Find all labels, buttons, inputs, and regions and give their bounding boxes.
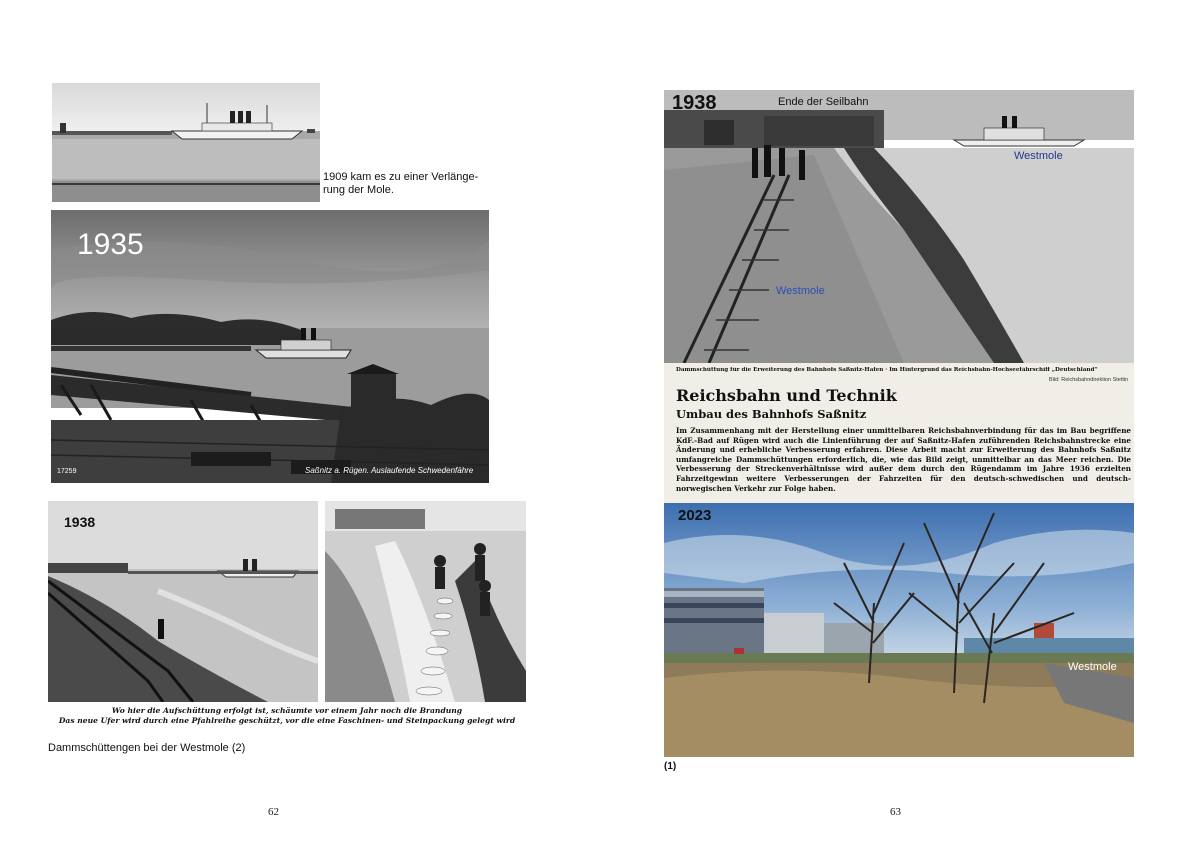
clipping-caption-line-2: Das neue Ufer wird durch eine Pfahlreihe geschützt, vor die eine Faschinen- und Steinpackung gelegt wird [58,716,516,725]
label-ende-der-seilbahn: Ende der Seilbahn [778,96,869,108]
photo-1909-ferry [52,83,320,202]
right-footnote: (1) [664,761,677,772]
photo-1938-dam-right [325,501,526,702]
page-number-right: 63 [890,806,901,818]
newspaper-clipping [664,363,1134,503]
clipping-headline: Reichsbahn und Technik [676,386,897,405]
label-westmole-water: Westmole [1014,150,1063,162]
photo-1935-postcard [51,210,489,483]
clipping-photo-credit: Bild: Reichsbahndirektion Stettin [1049,377,1129,383]
left-figure-caption: Dammschüttengen bei der Westmole (2) [48,742,246,754]
clipping-caption-line-1: Wo hier die Aufschüttung erfolgt ist, schäumte vor einem Jahr noch die Brandung [111,706,463,715]
clipping-subheadline: Umbau des Bahnhofs Saßnitz [676,407,867,421]
label-westmole-2023: Westmole [1068,661,1117,673]
postcard-caption: Saßnitz a. Rügen. Auslaufende Schwedenfähre [305,466,474,475]
photo-1909-caption: 1909 kam es zu einer Verlänge- rung der Mole. [323,171,479,196]
photo-2023-westmole [664,503,1134,757]
label-westmole-dam: Westmole [776,285,825,297]
postcard-number: 17259 [57,468,77,475]
photo-2023-year: 2023 [678,507,712,524]
photo-1935-year: 1935 [77,228,144,261]
clipping-photo-caption: Dammschüttung für die Erweiterung des Bahnhofs Saßnitz-Hafen · Im Hintergrund das Reichsbahn-Hochseefährschiff „Deutschland“ [676,367,1098,373]
photo-1938-westmole [664,90,1134,363]
photo-1938-dam-left [48,501,318,702]
page-number-left: 62 [268,806,279,818]
clipping-body: Im Zusammenhang mit der Herstellung einer unmittelbaren Reichsbahnverbindung für das im Bau begriffene KdF.-Bad auf Rügen wird auch die Linienführung der auf Saßnitz-Hafen zuführenden Reichsbahnstrecke eine Änderung und erhebliche Verbesserung erfahren. Diese Arbeit macht zur Erweiterung des Bahnhofs Saßnitz umfangreiche Dammschüttungen erforderlich, die, wie das Bild zeigt, unmittelbar an das Meer reichen. Die Verbesserung der Streckenverhältnisse wird außer dem durch den Rügendamm im Jahre 1936 erzielten Fahrzeitgewinn weitere Verbesserungen der Fahrzeiten für den deutsch-schwedischen und deutsch-norwegischen Verkehr zur Folge haben. [676,426,1131,493]
photo-1938-year-left: 1938 [64,514,96,530]
photo-1938-year-right: 1938 [672,92,717,114]
clipping-caption-left [52,706,522,726]
